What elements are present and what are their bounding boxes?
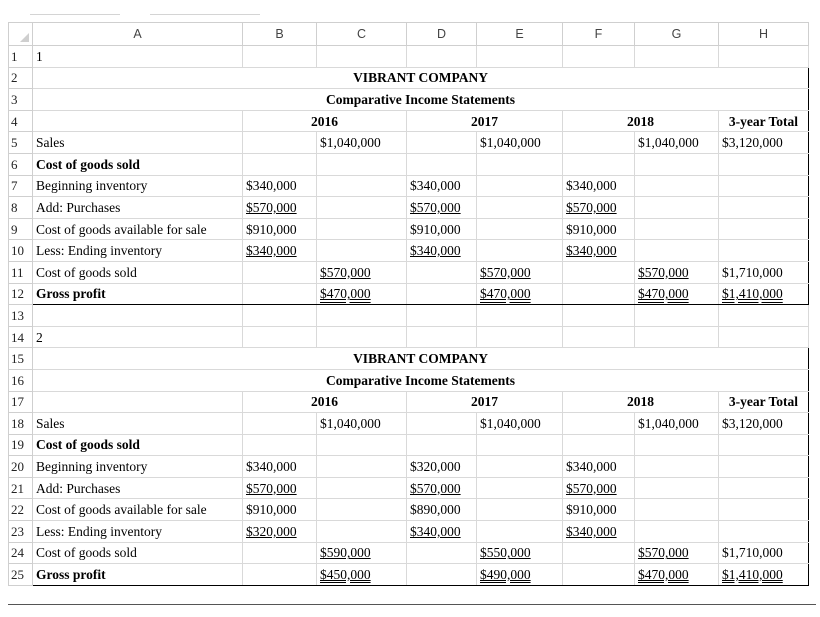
cell[interactable] (477, 456, 563, 478)
cell[interactable] (317, 542, 407, 564)
title-cell[interactable]: Comparative Income Statements (33, 89, 809, 111)
cell[interactable] (635, 283, 719, 305)
cell-text: $470,000 (638, 286, 689, 302)
cell-text: $470,000 (638, 567, 689, 583)
cell[interactable] (243, 175, 317, 197)
sheet-row (9, 564, 809, 586)
year-header-cell[interactable]: 2016 (243, 110, 407, 132)
cell[interactable] (407, 46, 477, 68)
cell-text: $490,000 (480, 567, 531, 583)
cell[interactable] (563, 499, 635, 521)
cell[interactable] (317, 261, 407, 283)
cell[interactable] (719, 240, 809, 262)
column-header[interactable]: A (33, 23, 243, 46)
cell[interactable] (243, 46, 317, 68)
row-header[interactable]: 2 (9, 67, 33, 89)
year-header-cell[interactable]: 3-year Total (719, 391, 809, 413)
row-header[interactable]: 4 (9, 110, 33, 132)
cell[interactable] (33, 261, 243, 283)
cell[interactable] (243, 283, 317, 305)
cell-text: $320,000 (246, 523, 297, 539)
cell-text: $590,000 (320, 545, 371, 561)
cell[interactable] (33, 477, 243, 499)
cell[interactable] (317, 197, 407, 219)
cell[interactable] (563, 46, 635, 68)
cell-text: $470,000 (480, 286, 531, 302)
cell-text: $1,040,000 (320, 415, 381, 431)
cell[interactable] (33, 326, 243, 348)
sheet-row (9, 175, 809, 197)
sheet-row (9, 456, 809, 478)
cell-text: Add: Purchases (36, 199, 121, 215)
cell-text: $910,000 (246, 221, 297, 237)
cell[interactable] (635, 499, 719, 521)
cell[interactable] (635, 521, 719, 543)
column-header[interactable]: H (719, 23, 809, 46)
cell[interactable] (635, 434, 719, 456)
cell[interactable] (407, 153, 477, 175)
tab-divider (150, 14, 260, 15)
cell[interactable] (635, 477, 719, 499)
cell[interactable] (719, 305, 809, 327)
cell-text: $1,040,000 (480, 415, 541, 431)
cell-text: $340,000 (246, 459, 297, 475)
cell[interactable] (243, 261, 317, 283)
cell[interactable] (407, 240, 477, 262)
cell[interactable] (407, 434, 477, 456)
sheet-row (9, 218, 809, 240)
cell[interactable] (477, 197, 563, 219)
year-header-cell[interactable]: 2016 (243, 391, 407, 413)
cell-text: $570,000 (320, 264, 371, 280)
column-header[interactable]: F (563, 23, 635, 46)
cell-text: 1 (36, 48, 43, 64)
cell[interactable] (317, 564, 407, 586)
cell[interactable] (563, 413, 635, 435)
cell[interactable] (243, 434, 317, 456)
sheet-row (9, 521, 809, 543)
title-cell[interactable]: VIBRANT COMPANY (33, 67, 809, 89)
cell[interactable] (243, 305, 317, 327)
cell[interactable] (477, 564, 563, 586)
cell[interactable] (477, 46, 563, 68)
cell[interactable] (477, 413, 563, 435)
cell[interactable] (407, 197, 477, 219)
sheet-row (9, 197, 809, 219)
cell-text: 2 (36, 329, 43, 345)
cell[interactable] (243, 413, 317, 435)
cell-text: $340,000 (410, 243, 461, 259)
cell-text: $1,040,000 (638, 415, 699, 431)
cell-text: $910,000 (566, 502, 617, 518)
sheet-row (9, 391, 809, 413)
cell[interactable] (719, 456, 809, 478)
cell-text: $340,000 (246, 178, 297, 194)
cell[interactable] (33, 283, 243, 305)
cell-text: Beginning inventory (36, 178, 148, 194)
cell[interactable] (477, 175, 563, 197)
cell[interactable] (719, 46, 809, 68)
cell[interactable] (243, 240, 317, 262)
cell-text: $1,040,000 (480, 135, 541, 151)
cell-text: Sales (36, 415, 65, 431)
cell[interactable] (719, 434, 809, 456)
cell[interactable] (563, 132, 635, 154)
cell-text: $340,000 (566, 178, 617, 194)
cell-text: $550,000 (480, 545, 531, 561)
cell[interactable] (407, 283, 477, 305)
row-header[interactable]: 17 (9, 391, 33, 413)
cell[interactable] (477, 477, 563, 499)
cell[interactable] (635, 542, 719, 564)
cell[interactable] (719, 477, 809, 499)
sheet-row (9, 132, 809, 154)
title-cell[interactable]: Comparative Income Statements (33, 369, 809, 391)
sheet-row (9, 261, 809, 283)
sheet-row (9, 305, 809, 327)
cell[interactable] (33, 521, 243, 543)
cell[interactable] (317, 240, 407, 262)
cell[interactable] (33, 218, 243, 240)
cell[interactable] (33, 305, 243, 327)
cell[interactable] (317, 456, 407, 478)
cell[interactable] (33, 240, 243, 262)
cell[interactable] (33, 564, 243, 586)
cell[interactable] (317, 175, 407, 197)
cell-text: $570,000 (246, 480, 297, 496)
year-header-cell[interactable]: 2018 (563, 391, 719, 413)
row-header[interactable]: 25 (9, 564, 33, 586)
cell-text: $570,000 (638, 545, 689, 561)
row-header[interactable]: 15 (9, 348, 33, 370)
cell[interactable] (407, 564, 477, 586)
cell[interactable] (477, 218, 563, 240)
cell-text: Beginning inventory (36, 459, 148, 475)
year-header-cell[interactable]: 2017 (407, 391, 563, 413)
sheet-row (9, 477, 809, 499)
cell[interactable] (477, 153, 563, 175)
cell-text: $570,000 (566, 199, 617, 215)
row-header[interactable]: 19 (9, 434, 33, 456)
cell[interactable] (477, 283, 563, 305)
cell[interactable] (719, 499, 809, 521)
cell[interactable] (33, 46, 243, 68)
cell[interactable] (563, 305, 635, 327)
sheet-row (9, 153, 809, 175)
cell[interactable] (719, 326, 809, 348)
cell[interactable] (407, 175, 477, 197)
cell[interactable] (719, 261, 809, 283)
cell[interactable] (317, 477, 407, 499)
cell[interactable] (317, 521, 407, 543)
cell[interactable] (407, 305, 477, 327)
cell-text: Gross profit (36, 286, 106, 302)
divider (8, 604, 816, 605)
cell[interactable] (635, 132, 719, 154)
cell[interactable] (407, 542, 477, 564)
cell-text: Sales (36, 135, 65, 151)
cell[interactable] (477, 261, 563, 283)
cell[interactable] (317, 153, 407, 175)
column-header[interactable]: G (635, 23, 719, 46)
cell[interactable] (317, 132, 407, 154)
row-header[interactable]: 13 (9, 305, 33, 327)
cell[interactable] (477, 499, 563, 521)
cell-text: $570,000 (410, 199, 461, 215)
sheet-row (9, 499, 809, 521)
cell[interactable] (407, 132, 477, 154)
sheet-row (9, 110, 809, 132)
cell[interactable] (243, 197, 317, 219)
cell[interactable] (563, 218, 635, 240)
cell-text: $910,000 (410, 221, 461, 237)
cell[interactable] (563, 542, 635, 564)
cell[interactable] (243, 456, 317, 478)
cell-text: $570,000 (638, 264, 689, 280)
column-header-row (9, 23, 809, 46)
row-header[interactable]: 23 (9, 521, 33, 543)
cell[interactable] (719, 542, 809, 564)
cell-text: $570,000 (480, 264, 531, 280)
cell[interactable] (719, 521, 809, 543)
cell[interactable] (477, 305, 563, 327)
column-header[interactable]: B (243, 23, 317, 46)
cell-text: $1,410,000 (722, 286, 783, 302)
column-header[interactable]: E (477, 23, 563, 46)
cell-text: Cost of goods sold (36, 156, 140, 172)
cell-text: $910,000 (246, 502, 297, 518)
tab-divider (30, 14, 120, 15)
cell-text: $570,000 (246, 199, 297, 215)
row-header[interactable]: 3 (9, 89, 33, 111)
column-header[interactable]: D (407, 23, 477, 46)
title-cell[interactable]: VIBRANT COMPANY (33, 348, 809, 370)
row-header[interactable]: 9 (9, 218, 33, 240)
sheet-row (9, 240, 809, 262)
sheet-row (9, 283, 809, 305)
cell-text: $340,000 (566, 459, 617, 475)
cell-text: Cost of goods sold (36, 437, 140, 453)
cell-text: $340,000 (246, 243, 297, 259)
sheet-row (9, 542, 809, 564)
row-header[interactable]: 24 (9, 542, 33, 564)
column-header[interactable]: C (317, 23, 407, 46)
cell-text: $890,000 (410, 502, 461, 518)
cell[interactable] (33, 542, 243, 564)
row-header[interactable]: 21 (9, 477, 33, 499)
cell[interactable] (635, 305, 719, 327)
cell[interactable] (635, 197, 719, 219)
cell-text: Cost of goods available for sale (36, 221, 207, 237)
cell[interactable] (407, 521, 477, 543)
cell[interactable] (563, 240, 635, 262)
row-header[interactable]: 6 (9, 153, 33, 175)
cell[interactable] (477, 521, 563, 543)
cell[interactable] (635, 153, 719, 175)
sheet-row (9, 89, 809, 111)
year-header-cell[interactable] (33, 110, 243, 132)
cell[interactable] (635, 175, 719, 197)
cell[interactable] (243, 326, 317, 348)
cell[interactable] (243, 499, 317, 521)
cell-text: $1,410,000 (722, 567, 783, 583)
cell[interactable] (635, 240, 719, 262)
cell[interactable] (719, 218, 809, 240)
cell-text: $450,000 (320, 567, 371, 583)
cell[interactable] (317, 46, 407, 68)
cell[interactable] (243, 132, 317, 154)
cell-text: $340,000 (566, 523, 617, 539)
cell-text: Cost of goods sold (36, 264, 137, 280)
cell-text: $570,000 (410, 480, 461, 496)
row-header[interactable]: 14 (9, 326, 33, 348)
cell[interactable] (243, 521, 317, 543)
cell-text: $340,000 (410, 523, 461, 539)
cell[interactable] (719, 197, 809, 219)
cell[interactable] (407, 413, 477, 435)
cell[interactable] (477, 326, 563, 348)
cell-text: Add: Purchases (36, 480, 121, 496)
cell[interactable] (407, 456, 477, 478)
cell-text: Less: Ending inventory (36, 243, 162, 259)
cell[interactable] (563, 456, 635, 478)
year-header-cell[interactable]: 3-year Total (719, 110, 809, 132)
row-header[interactable]: 5 (9, 132, 33, 154)
cell[interactable] (317, 283, 407, 305)
row-header[interactable]: 1 (9, 46, 33, 68)
cell-text: Less: Ending inventory (36, 523, 162, 539)
cell[interactable] (563, 153, 635, 175)
sheet-row (9, 67, 809, 89)
cell[interactable] (33, 175, 243, 197)
cell[interactable] (635, 261, 719, 283)
cell[interactable] (33, 153, 243, 175)
cell[interactable] (563, 434, 635, 456)
select-all-corner[interactable] (9, 23, 33, 46)
year-header-cell[interactable]: 2017 (407, 110, 563, 132)
sheet-row (9, 413, 809, 435)
cell[interactable] (243, 218, 317, 240)
cell[interactable] (407, 326, 477, 348)
cell[interactable] (477, 132, 563, 154)
row-header[interactable]: 22 (9, 499, 33, 521)
sheet-row (9, 434, 809, 456)
cell[interactable] (719, 132, 809, 154)
cell[interactable] (719, 564, 809, 586)
formula-bar-area (0, 0, 820, 22)
cell-text: $1,710,000 (722, 545, 783, 561)
year-header-cell[interactable] (33, 391, 243, 413)
cell[interactable] (719, 153, 809, 175)
cell[interactable] (407, 261, 477, 283)
cell[interactable] (563, 261, 635, 283)
cell-text: $1,040,000 (638, 135, 699, 151)
row-header[interactable]: 8 (9, 197, 33, 219)
cell-text: $340,000 (410, 178, 461, 194)
row-header[interactable]: 10 (9, 240, 33, 262)
cell[interactable] (317, 218, 407, 240)
cell[interactable] (317, 499, 407, 521)
cell[interactable] (33, 197, 243, 219)
cell[interactable] (407, 499, 477, 521)
cell-text: $570,000 (566, 480, 617, 496)
row-header[interactable]: 7 (9, 175, 33, 197)
cell[interactable] (317, 326, 407, 348)
cell[interactable] (563, 326, 635, 348)
sheet-row (9, 369, 809, 391)
cell[interactable] (317, 434, 407, 456)
sheet-row (9, 348, 809, 370)
cell-text: $340,000 (566, 243, 617, 259)
cell-text: Gross profit (36, 567, 106, 583)
cell-text: Cost of goods sold (36, 545, 137, 561)
cell[interactable] (563, 564, 635, 586)
cell-text: $3,120,000 (722, 135, 783, 151)
cell[interactable] (317, 305, 407, 327)
cell[interactable] (243, 564, 317, 586)
cell[interactable] (407, 477, 477, 499)
cell[interactable] (635, 413, 719, 435)
row-header[interactable]: 11 (9, 261, 33, 283)
cell-text: $910,000 (566, 221, 617, 237)
cell[interactable] (33, 132, 243, 154)
cell-text: $1,040,000 (320, 135, 381, 151)
cell[interactable] (563, 521, 635, 543)
cell[interactable] (243, 153, 317, 175)
cell[interactable] (563, 197, 635, 219)
row-header[interactable]: 16 (9, 369, 33, 391)
row-header[interactable]: 12 (9, 283, 33, 305)
cell[interactable] (477, 542, 563, 564)
cell-text: $320,000 (410, 459, 461, 475)
cell[interactable] (317, 413, 407, 435)
cell[interactable] (407, 218, 477, 240)
cell[interactable] (719, 175, 809, 197)
cell-text: $3,120,000 (722, 415, 783, 431)
sheet-row (9, 326, 809, 348)
cell[interactable] (33, 413, 243, 435)
cell-text: $1,710,000 (722, 264, 783, 280)
row-header[interactable]: 20 (9, 456, 33, 478)
cell[interactable] (719, 413, 809, 435)
year-header-cell[interactable]: 2018 (563, 110, 719, 132)
spreadsheet-grid (8, 22, 809, 586)
sheet-row (9, 46, 809, 68)
cell[interactable] (563, 477, 635, 499)
cell[interactable] (563, 175, 635, 197)
cell[interactable] (635, 326, 719, 348)
cell[interactable] (477, 240, 563, 262)
cell[interactable] (563, 283, 635, 305)
cell[interactable] (719, 283, 809, 305)
cell[interactable] (477, 434, 563, 456)
cell[interactable] (635, 46, 719, 68)
cell[interactable] (33, 434, 243, 456)
cell[interactable] (243, 477, 317, 499)
cell[interactable] (635, 456, 719, 478)
cell[interactable] (635, 564, 719, 586)
cell-text: Cost of goods available for sale (36, 502, 207, 518)
cell[interactable] (635, 218, 719, 240)
cell[interactable] (33, 499, 243, 521)
cell[interactable] (243, 542, 317, 564)
cell[interactable] (33, 456, 243, 478)
row-header[interactable]: 18 (9, 413, 33, 435)
cell-text: $470,000 (320, 286, 371, 302)
